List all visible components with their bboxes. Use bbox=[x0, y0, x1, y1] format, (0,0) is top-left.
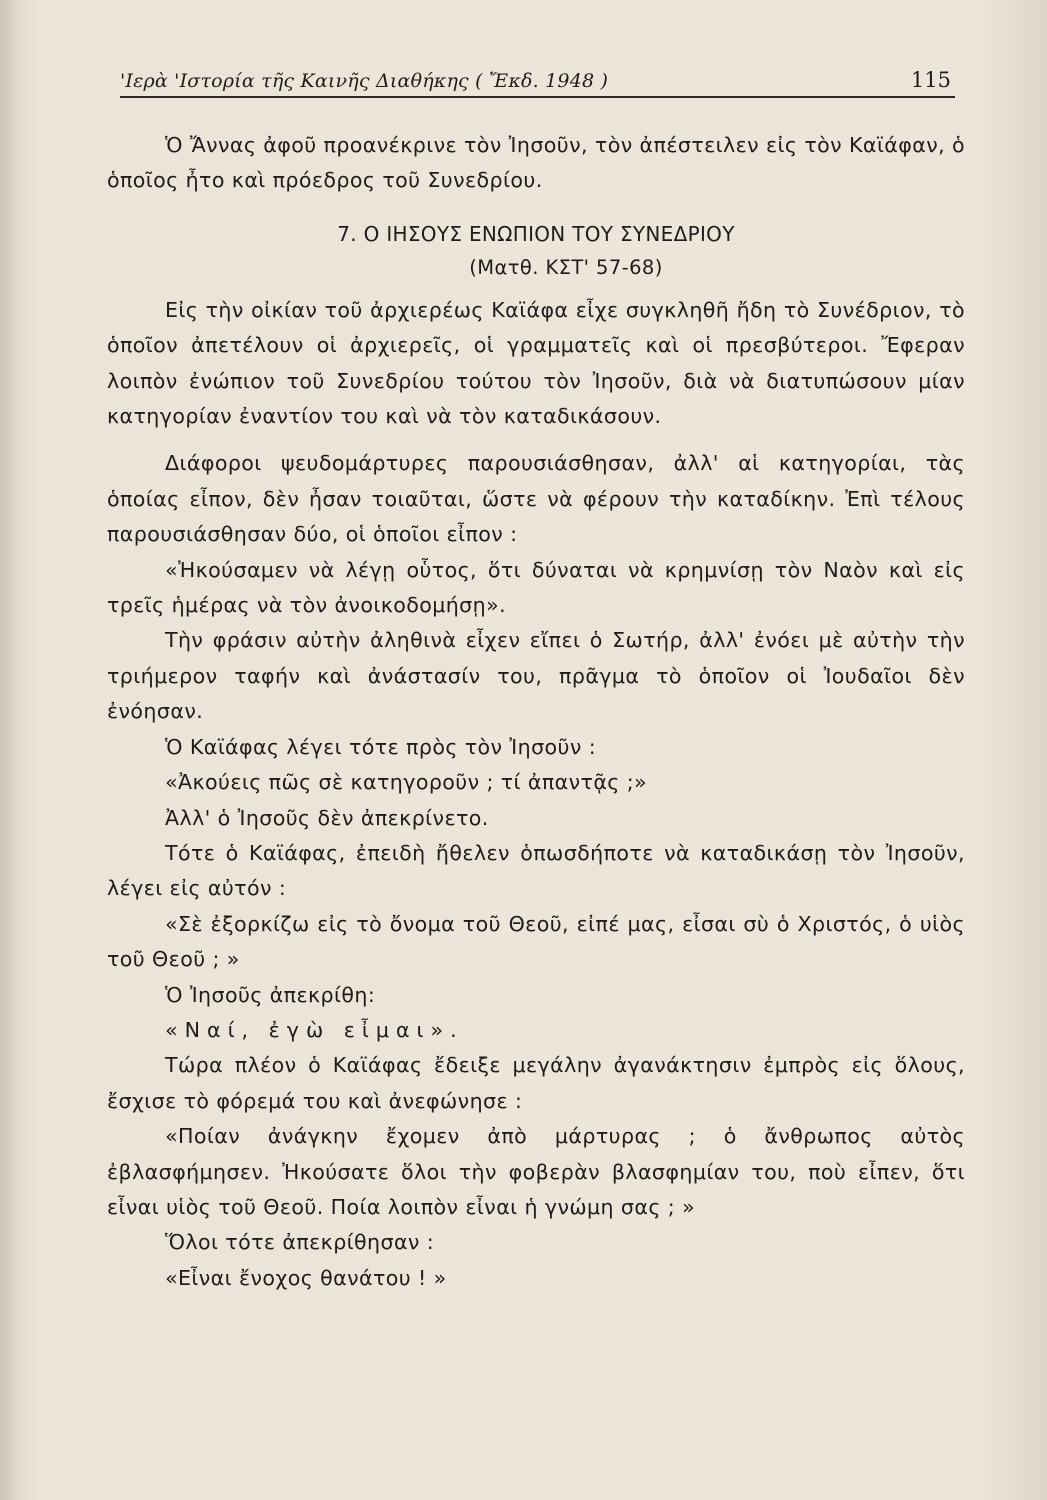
running-header bbox=[120, 62, 955, 98]
section-heading: 7. Ο ΙΗΣΟΥΣ ΕΝΩΠΙΟΝ ΤΟΥ ΣΥΝΕΔΡΙΟΥ bbox=[337, 221, 735, 246]
paragraph: Διάφοροι ψευδομάρτυρες παρουσιάσθησαν, ἀλλ' αἱ κατηγορίαι, τὰς ὁποίας εἶπον, δὲν ἦσαν τοιαῦται, ὥστε νὰ φέρουν τὴν καταδίκην. Ἐπὶ τέλους παρουσιάσθησαν δύο, οἱ ὁποῖοι εἶπον : bbox=[107, 451, 965, 547]
quotation: «Εἶναι ἔνοχος θανάτου ! » bbox=[165, 1265, 447, 1290]
paragraph: Εἰς τὴν οἰκίαν τοῦ ἀρχιερέως Καϊάφα εἶχε συγκληθῆ ἤδη τὸ Συνέδριον, τὸ ὁποῖον ἀπετέλουν οἱ ἀρχιερεῖς, οἱ γραμματεῖς καὶ οἱ πρεσβύτεροι. Ἔφεραν λοιπὸν ἐνώπιον τοῦ Συνεδρίου τούτου τὸν Ἰησοῦν, διὰ νὰ διατυπώσουν μίαν κατηγορίαν ἐναντίον του καὶ νὰ τὸν καταδικάσουν. bbox=[107, 297, 965, 429]
quotation: «Ἀκούεις πῶς σὲ κατηγοροῦν ; τί ἀπαντᾷς ;» bbox=[165, 770, 648, 795]
paragraph: Ὁ Ἄννας ἀφοῦ προανέκρινε τὸν Ἰησοῦν, τὸν ἀπέστειλεν εἰς τὸν Καϊάφαν, ὁ ὁποῖος ἦτο καὶ πρόεδρος τοῦ Συνεδρίου. bbox=[107, 133, 965, 193]
paragraph: Ὅλοι τότε ἀπεκρίθησαν : bbox=[165, 1230, 435, 1255]
body-text bbox=[107, 128, 965, 1296]
paragraph: Ὁ Καϊάφας λέγει τότε πρὸς τὸν Ἰησοῦν : bbox=[165, 734, 597, 759]
page-number: 115 bbox=[910, 68, 951, 92]
gutter-shadow bbox=[0, 0, 18, 1500]
quotation: «Ἠκούσαμεν νὰ λέγῃ οὗτος, ὅτι δύναται νὰ κρημνίσῃ τὸν Ναὸν καὶ εἰς τρεῖς ἡμέρας νὰ τὸν ἀνοικοδομήσῃ». bbox=[107, 557, 965, 618]
paragraph: Ὁ Ἰησοῦς ἀπεκρίθη: bbox=[165, 982, 376, 1007]
paragraph: Τότε ὁ Καϊάφας, ἐπειδὴ ἤθελεν ὁπωσδήποτε νὰ καταδικάσῃ τὸν Ἰησοῦν, λέγει εἰς αὐτόν : bbox=[107, 840, 965, 901]
paragraph: Τὴν φράσιν αὐτὴν ἀληθινὰ εἶχεν εἴπει ὁ Σωτήρ, ἀλλ' ἐνόει μὲ αὐτὴν τὴν τριήμερον ταφήν καὶ ἀνάστασίν του, πρᾶγμα τὸ ὁποῖον οἱ Ἰουδαῖοι δὲν ἐνόησαν. bbox=[107, 628, 965, 724]
running-title: 'Ιερὰ 'Ιστορία τῆς Καινῆς Διαθήκης ( Ἔκδ. 1948 ) bbox=[120, 70, 609, 92]
quotation: «Σὲ ἐξορκίζω εἰς τὸ ὄνομα τοῦ Θεοῦ, εἰπέ μας, εἶσαι σὺ ὁ Χριστός, ὁ υἱὸς τοῦ Θεοῦ ; » bbox=[107, 911, 965, 972]
scripture-reference: (Ματθ. ΚΣΤ' 57-68) bbox=[469, 255, 663, 279]
quotation: «Ναί, ἐγὼ εἶμαι». bbox=[165, 1017, 464, 1042]
quotation: «Ποίαν ἀνάγκην ἔχομεν ἀπὸ μάρτυρας ; ὁ ἄνθρωπος αὐτὸς ἐβλασφήμησεν. Ἠκούσατε ὅλοι τὴν φοβερὰν βλασφημίαν του, ποὺ εἶπεν, ὅτι εἶναι υἱὸς τοῦ Θεοῦ. Ποία λοιπὸν εἶναι ἡ γνώμη σας ; » bbox=[107, 1124, 965, 1219]
paragraph: Τώρα πλέον ὁ Καϊάφας ἔδειξε μεγάλην ἀγανάκτησιν ἐμπρὸς εἰς ὅλους, ἔσχισε τὸ φόρεμά του καὶ ἀνεφώνησε : bbox=[107, 1053, 965, 1113]
paragraph: Ἀλλ' ὁ Ἰησοῦς δὲν ἀπεκρίνετο. bbox=[165, 805, 489, 830]
